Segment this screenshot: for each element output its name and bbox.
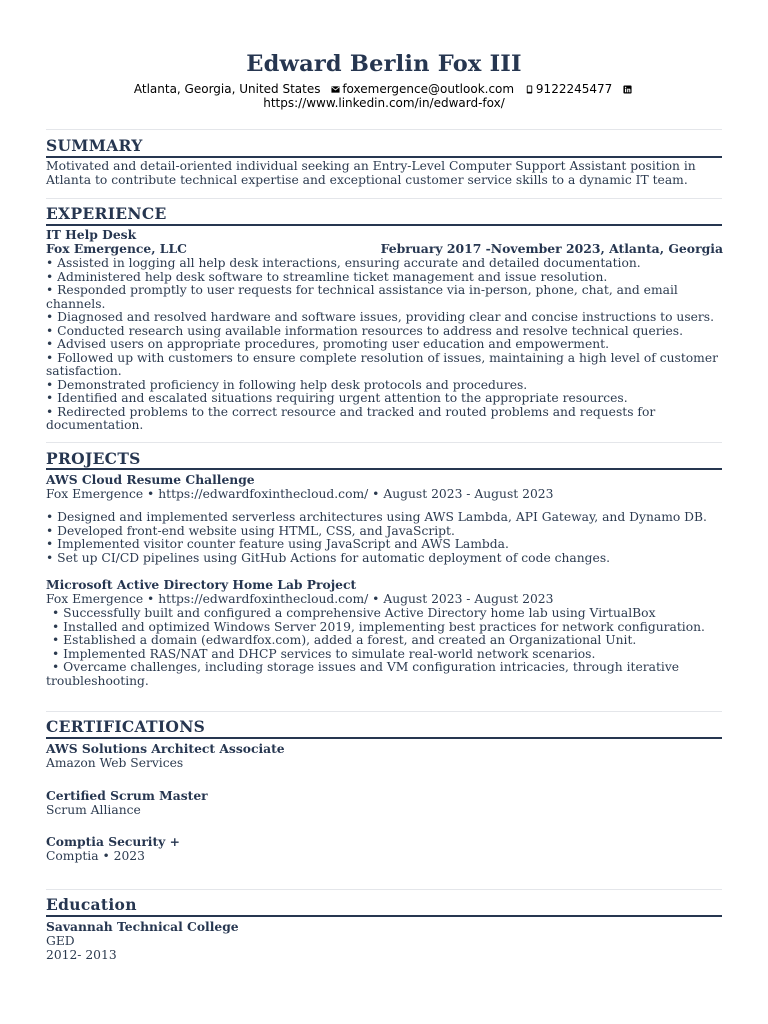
section-title-summary: SUMMARY [46, 136, 143, 155]
list-item: • Identified and escalated situations requiring urgent attention to the appropriate resources. [46, 391, 628, 405]
linkedin-icon[interactable] [623, 85, 632, 94]
section-rule [46, 737, 722, 739]
list-item: • Installed and optimized Windows Server 2019, implementing best practices for network configuration. [52, 619, 705, 634]
list-item: • Set up CI/CD pipelines using GitHub Actions for automatic deployment of code changes. [46, 550, 611, 565]
section-rule [46, 156, 722, 158]
certification-name: Comptia Security + [46, 834, 180, 849]
list-item: • Assisted in logging all help desk interactions, ensuring accurate and detailed documentation. [46, 256, 641, 270]
summary-text: Motivated and detail-oriented individual seeking an Entry-Level Computer Support Assistant position in Atlanta to contribute technical expertise and exceptional customer service skills to a dynamic IT team. [46, 159, 696, 187]
section-rule [46, 915, 722, 917]
location: Atlanta, Georgia, United States [133, 82, 321, 96]
email-icon [331, 85, 340, 94]
certification-issuer: Amazon Web Services [46, 756, 184, 770]
project-bullets [46, 607, 726, 688]
section-rule [46, 224, 722, 226]
section-rule [46, 468, 722, 470]
certification-issuer: Scrum Alliance [46, 803, 141, 817]
list-item: • Responded promptly to user requests for technical assistance via in-person, phone, chat, and email channels. [46, 283, 678, 311]
job-dates-location: February 2017 -November 2023, Atlanta, Georgia [380, 241, 723, 256]
list-item: • Demonstrated proficiency in following help desk protocols and procedures. [46, 377, 528, 392]
list-item: • Implemented RAS/NAT and DHCP services to simulate real-world network scenarios. [52, 646, 596, 661]
education-years: 2012- 2013 [46, 948, 117, 962]
list-item: • Conducted research using available information resources to address and resolve technical queries. [46, 323, 684, 338]
project-name: AWS Cloud Resume Challenge [46, 472, 255, 487]
divider [46, 129, 722, 130]
divider [46, 889, 722, 890]
certification-issuer: Comptia • 2023 [46, 849, 145, 863]
list-item: • Advised users on appropriate procedures, promoting user education and empowerment. [46, 337, 610, 351]
section-title-projects: PROJECTS [46, 449, 141, 468]
section-title-experience: EXPERIENCE [46, 204, 167, 223]
contact-line [46, 82, 722, 96]
list-item: • Overcame challenges, including storage issues and VM configuration intricacies, through iterative troubleshooting. [46, 660, 680, 688]
divider [46, 711, 722, 712]
company-name: Fox Emergence, LLC [46, 241, 187, 256]
experience-bullets [46, 257, 726, 433]
divider [46, 198, 722, 199]
list-item: • Redirected problems to the correct resource and tracked and routed problems and requests for documentation. [46, 404, 656, 432]
degree: GED [46, 934, 75, 948]
list-item: • Followed up with customers to ensure complete resolution of issues, maintaining a high level of customer satisfaction. [46, 350, 718, 378]
list-item: • Designed and implemented serverless architectures using AWS Lambda, API Gateway, and Dynamo DB. [46, 510, 707, 524]
section-title-certifications: CERTIFICATIONS [46, 717, 206, 736]
project-meta: Fox Emergence • https://edwardfoxinthecloud.com/ • August 2023 - August 2023 [46, 487, 554, 501]
certification-name: AWS Solutions Architect Associate [46, 741, 285, 756]
candidate-name: Edward Berlin Fox III [246, 51, 522, 77]
linkedin-url[interactable]: https://www.linkedin.com/in/edward-fox/ [263, 96, 505, 110]
divider [46, 442, 722, 443]
list-item: • Administered help desk software to streamline ticket management and issue resolution. [46, 269, 608, 284]
list-item: • Successfully built and configured a comprehensive Active Directory home lab using VirtualBox [52, 606, 656, 620]
list-item: • Diagnosed and resolved hardware and software issues, providing clear and concise instructions to users. [46, 310, 715, 324]
section-title-education: Education [46, 895, 137, 914]
project-meta: Fox Emergence • https://edwardfoxinthecloud.com/ • August 2023 - August 2023 [46, 592, 554, 606]
phone-number[interactable]: 9122245477 [535, 82, 613, 96]
list-item: • Established a domain (edwardfox.com), added a forest, and created an Organizational Unit. [52, 633, 637, 647]
phone-icon [525, 85, 534, 94]
email-link[interactable]: foxemergence@outlook.com [342, 82, 515, 96]
project-name: Microsoft Active Directory Home Lab Project [46, 577, 357, 592]
list-item: • Developed front-end website using HTML, CSS, and JavaScript. [46, 523, 455, 538]
certification-name: Certified Scrum Master [46, 788, 208, 803]
school-name: Savannah Technical College [46, 919, 239, 934]
project-bullets [46, 511, 726, 565]
list-item: • Implemented visitor counter feature using JavaScript and AWS Lambda. [46, 537, 509, 551]
job-title: IT Help Desk [46, 227, 137, 242]
